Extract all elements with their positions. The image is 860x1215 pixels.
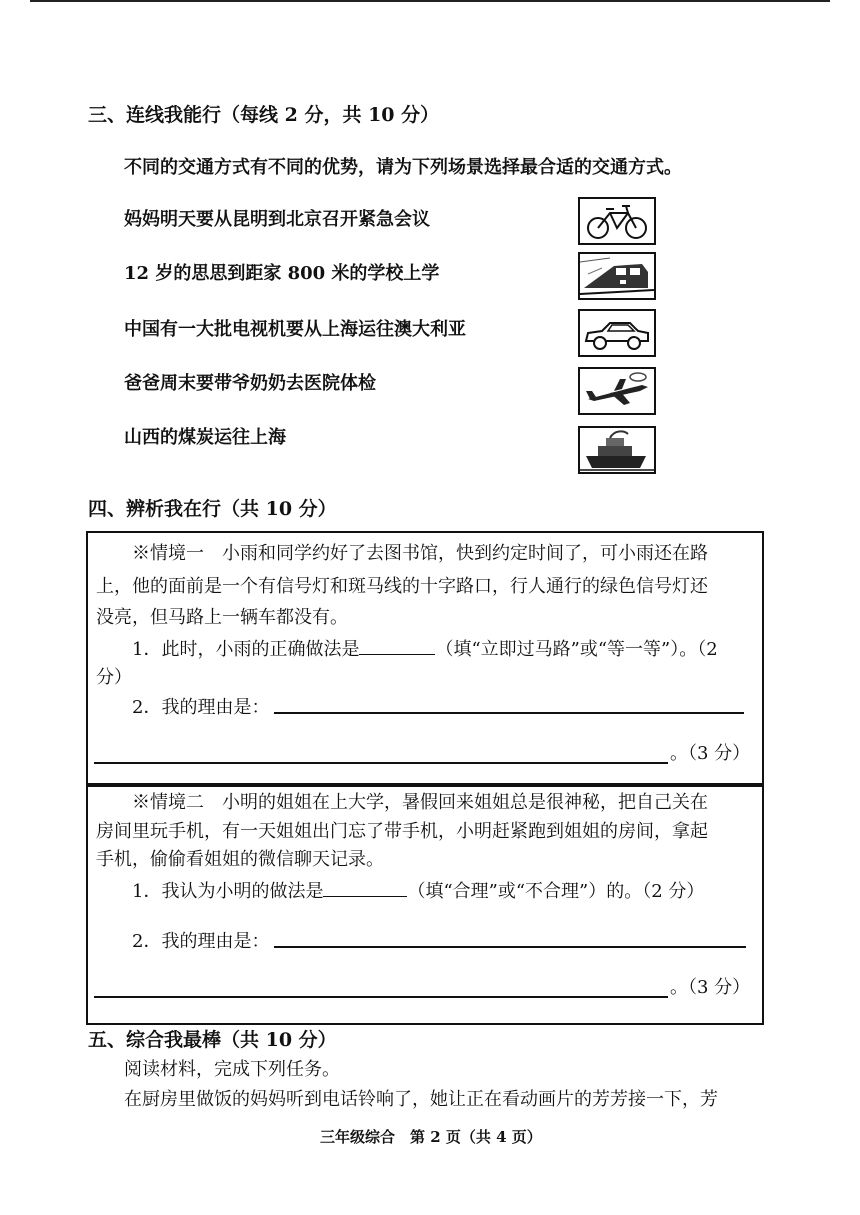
answer-line[interactable] — [94, 996, 668, 998]
case-1-question-1 — [132, 636, 718, 662]
top-border-line — [30, 0, 830, 2]
case-2-question-1 — [132, 878, 704, 904]
scenario-5: 山西的煤炭运往上海 — [124, 427, 286, 448]
question-1-prefix: 1．此时，小雨的正确做法是 — [132, 639, 360, 660]
question-1-suffix: （填“立即过马路”或“等一等”）。（2 — [435, 639, 718, 660]
scenario-2: 12 岁的思思到距家 800 米的学校上学 — [124, 263, 440, 284]
answer-line[interactable] — [274, 946, 746, 948]
case-2-line-3: 手机，偷偷看姐姐的微信聊天记录。 — [96, 849, 384, 870]
question-1-suffix: （填“合理”或“不合理”）的。（2 分） — [407, 881, 705, 902]
ship-icon[interactable] — [578, 426, 656, 474]
case-1-line-3: 没亮，但马路上一辆车都没有。 — [96, 607, 348, 628]
section-4-title: 四、辨析我在行（共 10 分） — [88, 498, 337, 520]
case-2-score: 。（3 分） — [670, 977, 751, 998]
case-2-question-2-label: 2．我的理由是： — [132, 931, 270, 952]
case-1-score: 。（3 分） — [670, 743, 751, 764]
answer-blank[interactable] — [359, 636, 435, 655]
scenario-4: 爸爸周末要带爷奶奶去医院体检 — [124, 373, 376, 394]
bicycle-icon[interactable] — [578, 197, 656, 245]
section-5-instruction: 阅读材料，完成下列任务。 — [124, 1059, 340, 1080]
answer-blank[interactable] — [323, 878, 407, 897]
section-3-intro: 不同的交通方式有不同的优势，请为下列场景选择最合适的交通方式。 — [124, 157, 682, 178]
scenario-1: 妈妈明天要从昆明到北京召开紧急会议 — [124, 209, 430, 230]
train-icon[interactable] — [578, 252, 656, 300]
case-1-question-2-label: 2．我的理由是： — [132, 697, 270, 718]
case-2-line-2: 房间里玩手机，有一天姐姐出门忘了带手机，小明赶紧跑到姐姐的房间，拿起 — [96, 821, 708, 842]
case-1-question-1-cont: 分） — [96, 667, 132, 688]
answer-line[interactable] — [94, 762, 668, 764]
case-2-line-1: ※情境二 小明的姐姐在上大学，暑假回来姐姐总是很神秘，把自己关在 — [132, 792, 708, 813]
section-3-title: 三、连线我能行（每线 2 分，共 10 分） — [88, 104, 440, 126]
airplane-icon[interactable] — [578, 367, 656, 415]
page-footer: 三年级综合 第 2 页（共 4 页） — [320, 1128, 542, 1146]
question-1-prefix: 1．我认为小明的做法是 — [132, 881, 324, 902]
car-icon[interactable] — [578, 309, 656, 357]
case-1-line-2: 上，他的面前是一个有信号灯和斑马线的十字路口，行人通行的绿色信号灯还 — [96, 576, 708, 597]
case-1-line-1: ※情境一 小雨和同学约好了去图书馆，快到约定时间了，可小雨还在路 — [132, 543, 708, 564]
section-5-paragraph: 在厨房里做饭的妈妈听到电话铃响了，她让正在看动画片的芳芳接一下，芳 — [124, 1089, 718, 1110]
section-5-title: 五、综合我最棒（共 10 分） — [88, 1029, 337, 1051]
scenario-3: 中国有一大批电视机要从上海运往澳大利亚 — [124, 319, 466, 340]
answer-line[interactable] — [274, 712, 744, 714]
